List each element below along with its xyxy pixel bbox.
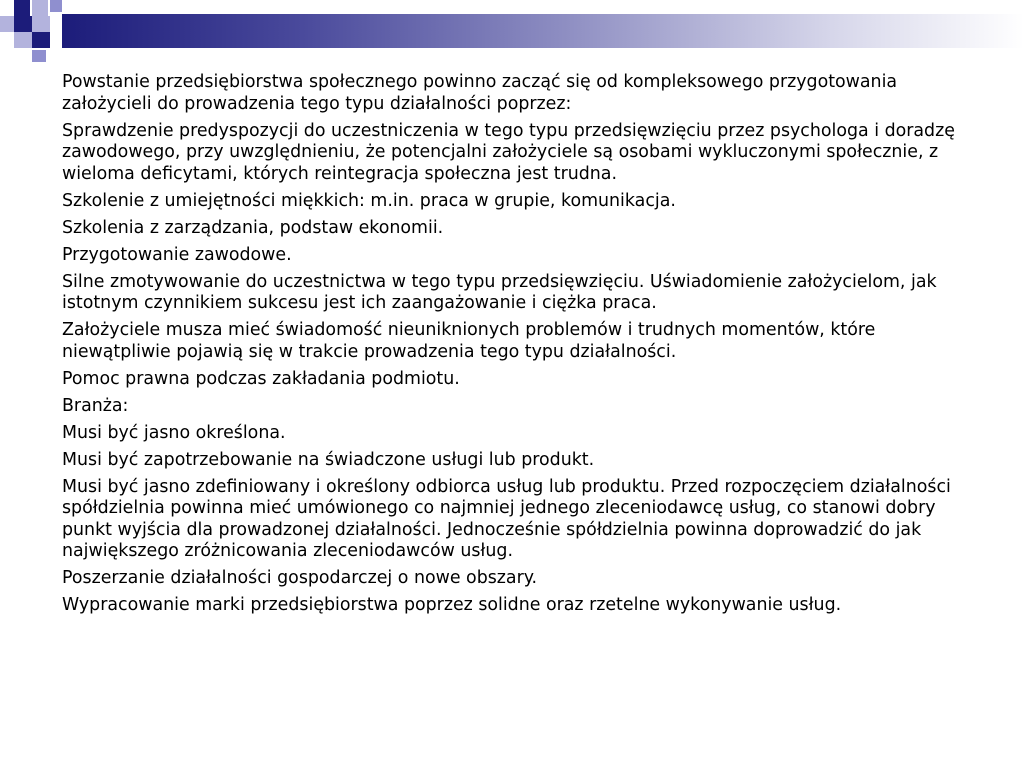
decor-square-2 <box>32 0 48 16</box>
decor-square-7 <box>14 32 32 48</box>
decor-square-3 <box>50 0 62 12</box>
paragraph-vocational: Przygotowanie zawodowe. <box>62 244 292 265</box>
decor-square-8 <box>32 32 50 48</box>
paragraph-demand: Musi być zapotrzebowanie na świadczone usługi lub produkt. <box>62 449 595 470</box>
paragraph-expansion: Poszerzanie działalności gospodarczej o nowe obszary. <box>62 568 538 588</box>
paragraph-industry: Branża: <box>62 395 129 416</box>
decor-square-1 <box>14 0 30 16</box>
decor-square-6 <box>32 16 50 32</box>
decor-square-4 <box>0 16 14 32</box>
paragraph-brand: Wypracowanie marki przedsiębiorstwa poprzez solidne oraz rzetelne wykonywanie usług. <box>62 595 842 615</box>
decor-square-9 <box>32 50 46 62</box>
paragraph-awareness: Założyciele musza mieć świadomość nieuniknionych problemów i trudnych momentów, które niewątpliwie pojawią się w trakcie prowadzenia tego typu działalności. <box>62 320 876 362</box>
paragraph-recipient: Musi być jasno zdefiniowany i określony odbiorca usług lub produktu. Przed rozpoczęciem działalności spółdzielnia powinna mieć umówionego co najmniej jednego zleceniodawcę usług, co stanowi dobry punkt wyjścia dla prowadzonej działalności. Jednocześnie spółdzielnia powinna doprowadzić do jak największego zróżnicowania zleceniodawców usług. <box>62 476 951 561</box>
header-gradient-bar <box>62 14 1024 48</box>
paragraph-management-training: Szkolenia z zarządzania, podstaw ekonomii. <box>62 217 444 238</box>
decor-square-5 <box>14 16 32 32</box>
paragraph-defined: Musi być jasno określona. <box>62 422 286 443</box>
paragraph-intro: Powstanie przedsiębiorstwa społecznego powinno zacząć się od kompleksowego przygotowania założycieli do prowadzenia tego typu działalności poprzez: <box>62 72 898 114</box>
paragraph-soft-skills: Szkolenie z umiejętności miękkich: m.in. praca w grupie, komunikacja. <box>62 190 676 211</box>
paragraph-legal-help: Pomoc prawna podczas zakładania podmiotu. <box>62 368 460 389</box>
slide-body <box>62 72 972 622</box>
paragraph-predispositions: Sprawdzenie predyspozycji do uczestniczenia w tego typu przedsięwzięciu przez psychologa i doradzę zawodowego, przy uwzględnieniu, że potencjalni założyciele są osobami wykluczonymi społecznie, z wieloma deficytami, których reintegracja społeczna jest trudna. <box>62 120 955 184</box>
paragraph-motivation: Silne zmotywowanie do uczestnictwa w tego typu przedsięwzięciu. Uświadomienie założycielom, jak istotnym czynnikiem sukcesu jest ich zaangażowanie i ciężka praca. <box>62 271 937 313</box>
